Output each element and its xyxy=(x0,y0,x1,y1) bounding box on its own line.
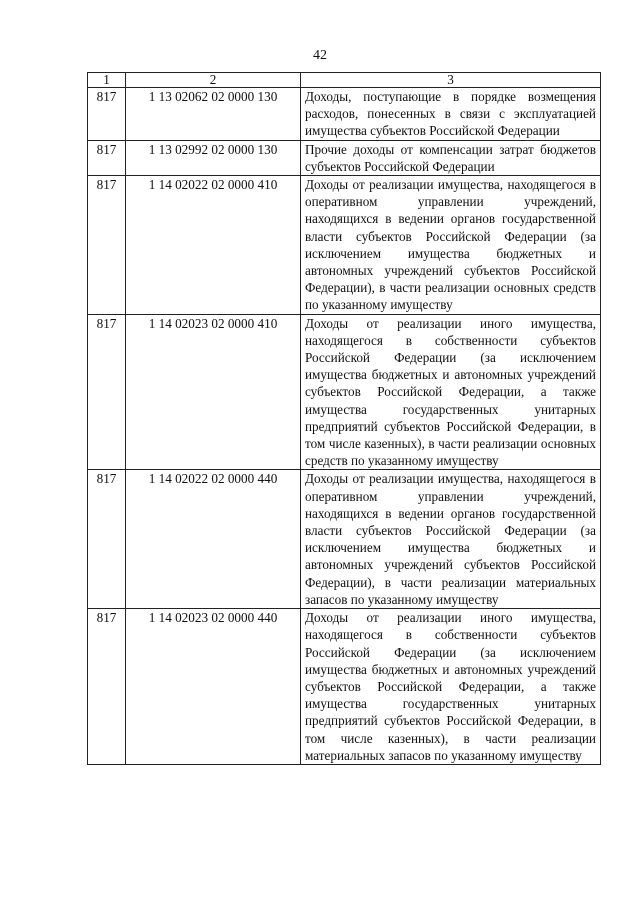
table-row xyxy=(88,470,601,609)
table-row xyxy=(88,314,601,470)
header-col-2: 2 xyxy=(126,73,301,88)
header-col-1: 1 xyxy=(88,73,126,88)
budget-code-cell: 1 14 02023 02 0000 440 xyxy=(126,609,301,765)
revenue-name-cell: Прочие доходы от компенсации затрат бюджетов субъектов Российской Федерации xyxy=(301,140,601,175)
admin-code-cell: 817 xyxy=(88,470,126,609)
budget-code-cell: 1 14 02022 02 0000 440 xyxy=(126,470,301,609)
table-row xyxy=(88,176,601,315)
page-number: 42 xyxy=(313,48,327,63)
budget-code-cell: 1 14 02022 02 0000 410 xyxy=(126,176,301,315)
budget-code-cell: 1 14 02023 02 0000 410 xyxy=(126,314,301,470)
admin-code-cell: 817 xyxy=(88,88,126,141)
revenue-codes-table xyxy=(87,72,601,765)
table-row xyxy=(88,140,601,175)
admin-code-cell: 817 xyxy=(88,176,126,315)
budget-code-cell: 1 13 02062 02 0000 130 xyxy=(126,88,301,141)
budget-code-cell: 1 13 02992 02 0000 130 xyxy=(126,140,301,175)
table-header-row xyxy=(88,73,601,88)
revenue-name-cell: Доходы от реализации иного имущества, находящегося в собственности субъектов Российской Федерации (за исключением имущества бюджетных и автономных учреждений субъектов Российской Федерации, а также имущества государственных унитарных предприятий субъектов Российской Федерации, в том числе казенных), в части реализации основных средств по указанному имуществу xyxy=(301,314,601,470)
table-row xyxy=(88,609,601,765)
revenue-name-cell: Доходы от реализации иного имущества, находящегося в собственности субъектов Российской Федерации (за исключением имущества бюджетных и автономных учреждений субъектов Российской Федерации, а также имущества государственных унитарных предприятий субъектов Российской Федерации, в том числе казенных), в части реализации материальных запасов по указанному имуществу xyxy=(301,609,601,765)
admin-code-cell: 817 xyxy=(88,140,126,175)
table-row xyxy=(88,88,601,141)
admin-code-cell: 817 xyxy=(88,609,126,765)
revenue-name-cell: Доходы от реализации имущества, находящегося в оперативном управлении учреждений, находящихся в ведении органов государственной власти субъектов Российской Федерации (за исключением имущества бюджетных и автономных учреждений субъектов Российской Федерации), в части реализации основных средств по указанному имуществу xyxy=(301,176,601,315)
revenue-name-cell: Доходы, поступающие в порядке возмещения расходов, понесенных в связи с эксплуатацией имущества субъектов Российской Федерации xyxy=(301,88,601,141)
revenue-name-cell: Доходы от реализации имущества, находящегося в оперативном управлении учреждений, находящихся в ведении органов государственной власти субъектов Российской Федерации (за исключением имущества бюджетных и автономных учреждений субъектов Российской Федерации), в части реализации материальных запасов по указанному имуществу xyxy=(301,470,601,609)
header-col-3: 3 xyxy=(301,73,601,88)
admin-code-cell: 817 xyxy=(88,314,126,470)
